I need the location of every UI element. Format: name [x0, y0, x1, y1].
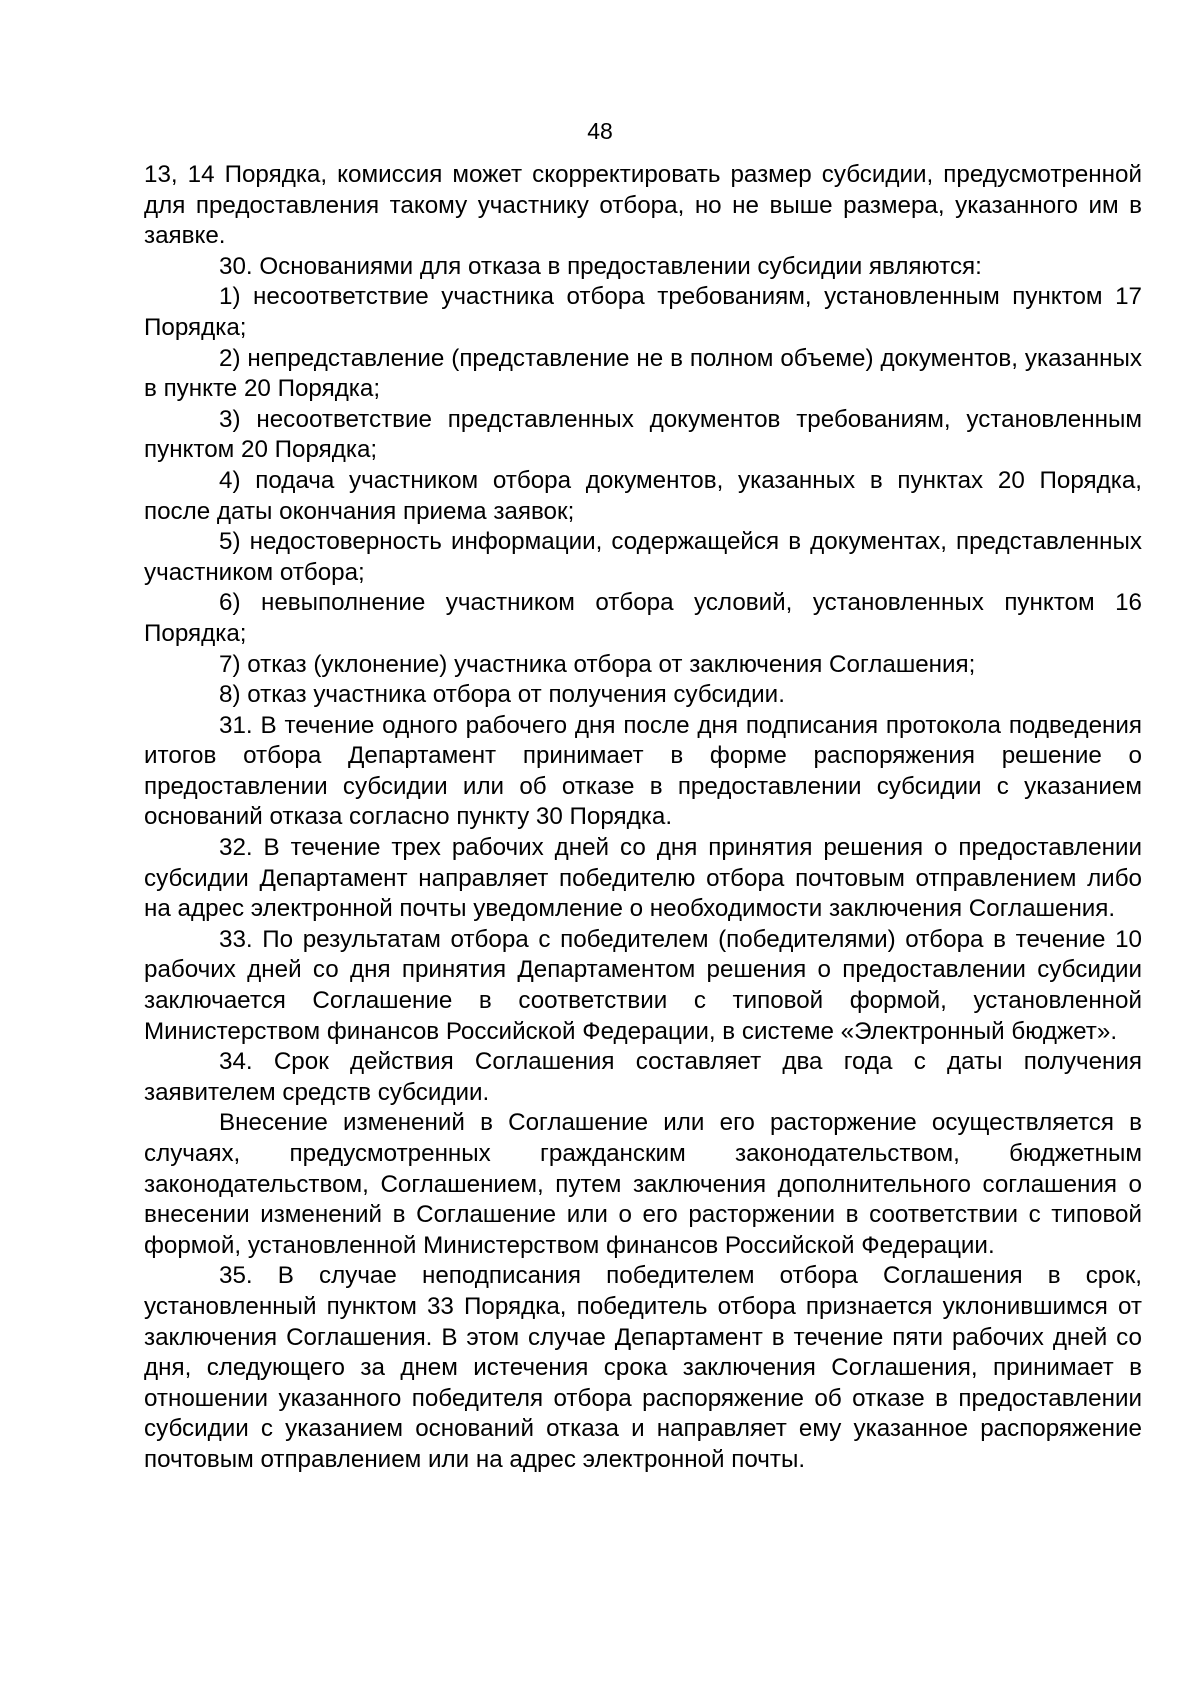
paragraph-34-amendments: Внесение изменений в Соглашение или его расторжение осуществляется в случаях, предусмотренных гражданским законодательством, бюджетным законодательством, Соглашением, путем заключения дополнительного соглашения о внесении изменений в Соглашение или о его расторжении в соответствии с типовой формой, установленной Министерством финансов Российской Федерации. [144, 1109, 1142, 1259]
list-item-30-4: 4) подача участником отбора документов, указанных в пунктах 20 Порядка, после даты окончания приема заявок; [144, 466, 1142, 525]
paragraph-31: 31. В течение одного рабочего дня после дня подписания протокола подведения итогов отбора Департамент принимает в форме распоряжения решение о предоставлении субсидии или об отказе в предоставлении субсидии с указанием оснований отказа согласно пункту 30 Порядка. [144, 711, 1142, 831]
list-item-30-5: 5) недостоверность информации, содержащейся в документах, представленных участником отбора; [144, 528, 1142, 586]
list-item-30-1: 1) несоответствие участника отбора требованиям, установленным пунктом 17 Порядка; [144, 283, 1142, 341]
paragraph-33: 33. По результатам отбора с победителем (победителями) отбора в течение 10 рабочих дней со дня принятия Департаментом решения о предоставлении субсидии заключается Соглашение в соответствии с типовой формой, установленной Министерством финансов Российской Федерации, в системе «Электронный бюджет». [144, 925, 1142, 1045]
list-item-30-8: 8) отказ участника отбора от получения субсидии. [219, 681, 785, 709]
page-number: 48 [587, 118, 613, 144]
list-item-30-7: 7) отказ (уклонение) участника отбора от заключения Соглашения; [219, 650, 976, 678]
paragraph-32: 32. В течение трех рабочих дней со дня принятия решения о предоставлении субсидии Департамент направляет победителю отбора почтовым отправлением либо на адрес электронной почты уведомление о необходимости заключения Соглашения. [144, 834, 1142, 923]
paragraph-35: 35. В случае неподписания победителем отбора Соглашения в срок, установленный пунктом 33 Порядка, победитель отбора признается уклонившимся от заключения Соглашения. В этом случае Департамент в течение пяти рабочих дней со дня, следующего за днем истечения срока заключения Соглашения, принимает в отношении указанного победителя отбора распоряжение об отказе в предоставлении субсидии с указанием оснований отказа и направляет ему указанное распоряжение почтовым отправлением или на адрес электронной почты. [144, 1262, 1142, 1473]
list-item-30-3: 3) несоответствие представленных документов требованиям, установленным пунктом 20 Порядка; [144, 405, 1142, 464]
paragraph-30: 30. Основаниями для отказа в предоставлении субсидии являются: [219, 252, 982, 280]
list-item-30-2: 2) непредставление (представление не в полном объеме) документов, указанных в пункте 20 Порядка; [144, 344, 1142, 403]
document-body [144, 160, 1142, 1476]
paragraph-continuation: 13, 14 Порядка, комиссия может скорректировать размер субсидии, предусмотренной для предоставления такому участнику отбора, но не выше размера, указанного им в заявке. [144, 161, 1142, 250]
list-item-30-6: 6) невыполнение участником отбора условий, установленных пунктом 16 Порядка; [144, 589, 1142, 647]
paragraph-34: 34. Срок действия Соглашения составляет два года с даты получения заявителем средств субсидии. [144, 1048, 1142, 1106]
